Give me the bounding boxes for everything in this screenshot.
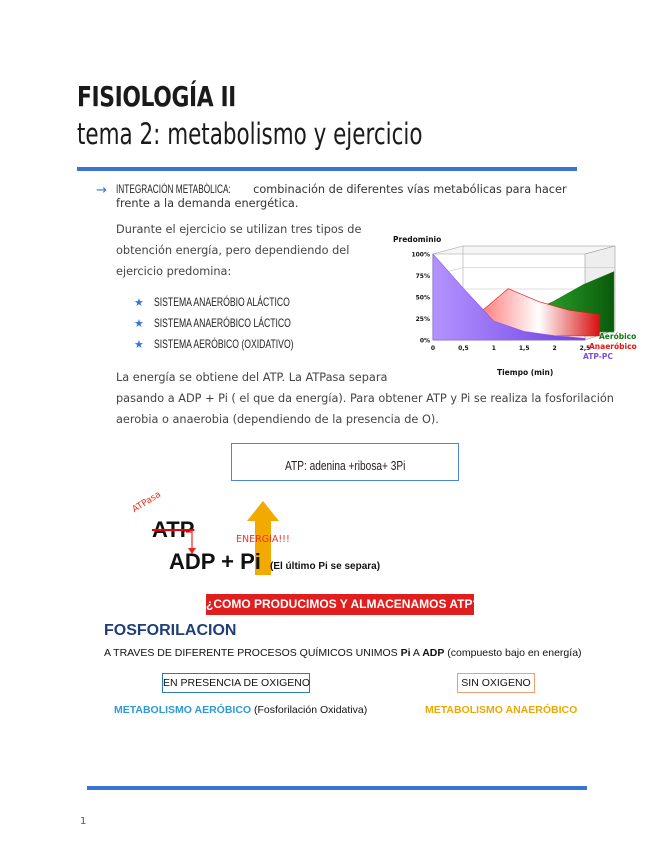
anaerobic-metabolism-line <box>425 704 577 716</box>
description-part-b: A <box>410 647 423 659</box>
adp-pi-note: (El último Pi se separa) <box>270 561 381 572</box>
description-part-a: A TRAVES DE DIFERENTE PROCESOS QUÍMICOS UNIMOS <box>104 647 401 659</box>
atpasa-label: ATPasa <box>130 489 163 515</box>
energy-systems-chart <box>385 228 640 378</box>
chart-y-tick: 75% <box>415 273 430 280</box>
intro-text: combinación de diferentes vías metabólicas para hacer frente a la demanda energética. <box>116 183 567 210</box>
document-subtitle: tema 2: metabolismo y ejercicio <box>77 117 423 151</box>
chart-y-tick: 100% <box>411 251 430 259</box>
atp-label: ATP <box>152 517 195 542</box>
anaerobic-metabolism-label: METABOLISMO ANAERÓBICO <box>425 704 578 716</box>
energia-label: ENERGIA!!! <box>236 534 290 545</box>
legend-atp-pc: ATP-PC <box>583 352 613 361</box>
chart-y-tick: 50% <box>415 294 430 302</box>
formula-text: ATP: adenina +ribosa+ 3Pi <box>284 458 406 473</box>
document-title: FISIOLOGÍA II <box>77 80 236 113</box>
formula-box-text-wrap <box>231 455 459 474</box>
chart-x-tick: 1 <box>491 345 496 352</box>
description-part-c: (compuesto bajo en energía) <box>444 647 582 659</box>
system-item-1: SISTEMA ANAERÓBIO ALÁCTICO <box>154 295 290 309</box>
chart-x-label: Tiempo (min) <box>497 368 554 377</box>
fosforilacion-description <box>104 647 582 659</box>
paragraph-1-line-1: Durante el ejercicio se utilizan tres tipos de <box>116 223 362 236</box>
star-icon: ★ <box>134 317 144 330</box>
system-item-2: SISTEMA ANAERÓBICO LÁCTICO <box>154 316 291 330</box>
legend-aerobico: Aeróbico <box>599 332 637 341</box>
star-icon: ★ <box>134 338 144 351</box>
description-pi: Pi <box>400 647 411 659</box>
arrow-right-icon: → <box>96 183 107 198</box>
chart-y-tick: 0% <box>419 337 430 345</box>
chart-y-tick: 25% <box>415 316 430 323</box>
paragraph-2-line-2: pasando a ADP + Pi ( el que da energía). Para obtener ATP y Pi se realiza la fosforilación <box>116 392 614 405</box>
adp-pi-label: ADP + Pi <box>169 549 261 574</box>
chart-x-tick: 2 <box>552 345 557 352</box>
footer-rule <box>87 786 587 790</box>
aerobic-metabolism-note: (Fosforilación Oxidativa) <box>251 704 368 716</box>
header-rule <box>77 167 577 171</box>
paragraph-1-line-3: ejercicio predomina: <box>116 265 232 278</box>
chart-x-tick: 0 <box>430 345 436 352</box>
intro-paragraph <box>116 183 576 211</box>
star-icon: ★ <box>134 296 144 309</box>
fosforilacion-heading: FOSFORILACION <box>104 622 237 639</box>
chart-title: Predominio <box>393 235 442 244</box>
paragraph-2-line-1: La energía se obtiene del ATP. La ATPasa separa <box>116 371 388 384</box>
page-number: 1 <box>80 816 87 827</box>
aerobic-metabolism-label: METABOLISMO AERÓBICO <box>114 704 252 716</box>
chart-x-tick: 1,5 <box>518 345 530 352</box>
chart-x-tick: 2,5 <box>579 345 591 352</box>
paragraph-2-line-3: aerobia o anaerobia (dependiendo de la presencia de O). <box>116 413 439 426</box>
intro-term: INTEGRACIÓN METABÓLICA: <box>116 184 231 196</box>
chart-x-tick: 0,5 <box>458 345 469 352</box>
oxygen-presence-box: EN PRESENCIA DE OXIGENO <box>162 673 310 693</box>
legend-anaerobico: Anaeróbico <box>589 342 637 351</box>
question-banner: ¿COMO PRODUCIMOS Y ALMACENAMOS ATP? <box>206 594 474 615</box>
paragraph-1-line-2: obtención energía, pero dependiendo del <box>116 244 350 257</box>
description-adp: ADP <box>422 647 445 659</box>
system-item-3: SISTEMA AERÓBICO (OXIDATIVO) <box>154 337 294 351</box>
aerobic-metabolism-line <box>114 704 367 716</box>
no-oxygen-box: SIN OXIGENO <box>457 673 535 693</box>
